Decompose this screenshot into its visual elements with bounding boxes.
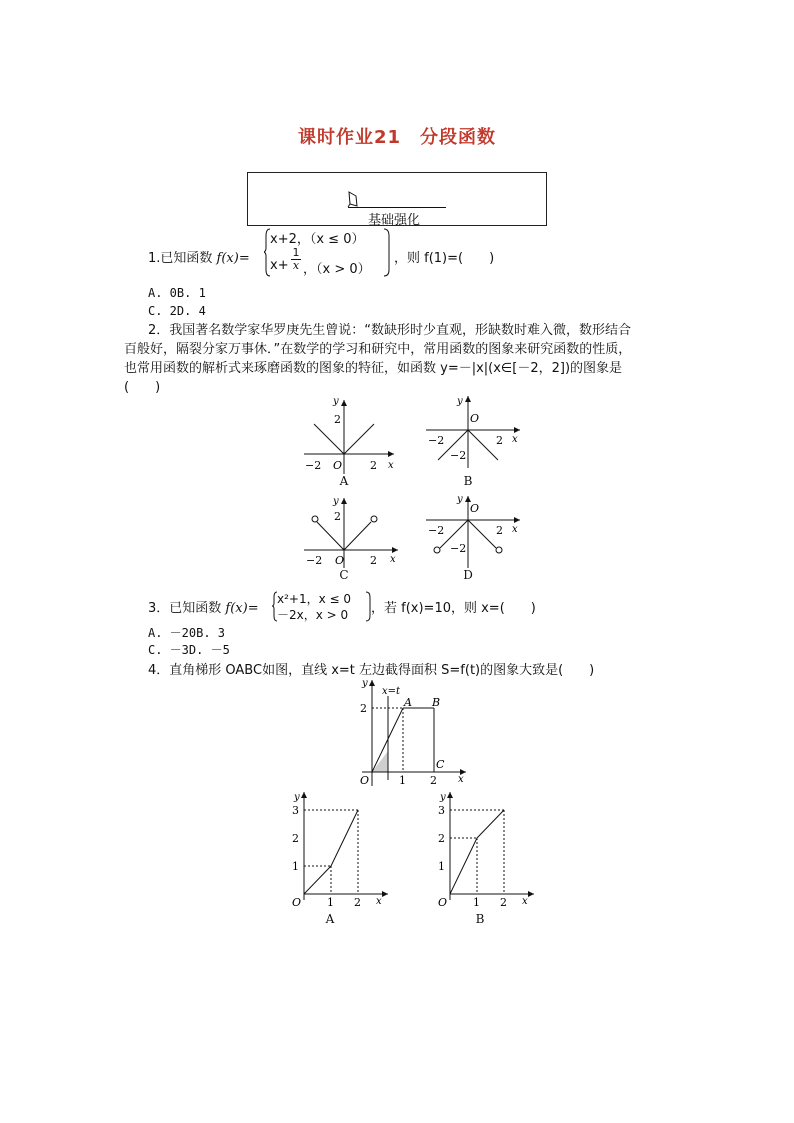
q4-graph-a-label: A — [325, 912, 335, 926]
q3-option-line-1: A. －20B. 3 — [148, 626, 226, 640]
tick-y-3: 3 — [292, 804, 299, 817]
section-banner — [247, 172, 547, 226]
tick-x-2: 2 — [500, 896, 507, 909]
tick-2-x: 2 — [370, 459, 377, 472]
q4-text: 4．直角梯形 OABC如图，直线 x=t 左边截得面积 S=f(t)的图象大致是( ) — [148, 663, 595, 678]
q2-graph-c-label: C — [339, 568, 349, 582]
q2-line-4: ( ) — [124, 380, 161, 395]
origin-label: O — [360, 774, 370, 787]
tick-x-1: 1 — [399, 774, 406, 787]
q2-graph-b — [420, 392, 530, 472]
tick-neg-2: −2 — [306, 554, 323, 567]
tick-y-2: 2 — [292, 832, 299, 845]
axis-x-label: x — [390, 554, 396, 565]
tick-2: 2 — [496, 524, 503, 537]
q3-case-2: －2x，x > 0 — [277, 608, 349, 622]
axis-y-label: y — [440, 792, 446, 803]
tick-y-1: 1 — [292, 860, 299, 873]
origin-label: O — [438, 896, 448, 909]
q2-graph-d-label: D — [463, 568, 473, 582]
origin-label: O — [292, 896, 302, 909]
q3-case-1: x²+1，x ≤ 0 — [277, 592, 352, 606]
q1-suffix: ，则 f(1)=( ) — [394, 251, 495, 266]
tick-2: 2 — [334, 413, 341, 426]
q1-case-2: x+ — [270, 258, 289, 273]
origin-label: O — [333, 459, 343, 472]
tick-neg-2: −2 — [428, 434, 445, 447]
tick-y-3: 3 — [438, 804, 445, 817]
page-title: 课时作业21 分段函数 — [297, 127, 497, 148]
origin-label: O — [470, 412, 480, 425]
q1-case-1: x+2，（x ≤ 0） — [270, 232, 365, 247]
axis-y-label: y — [333, 496, 339, 507]
line-x-eq-t-label: x=t — [382, 686, 401, 697]
q2-graph-a-label: A — [339, 474, 349, 488]
q3-option-line-2: C. －3D. －5 — [148, 643, 230, 657]
axis-x-label: x — [512, 524, 518, 535]
pencil-icon — [346, 190, 360, 208]
axis-x-label: x — [512, 434, 518, 445]
tick-neg-2: −2 — [428, 524, 445, 537]
q1-case-2-cond: ，（x > 0） — [303, 262, 371, 277]
q2-graph-d — [420, 494, 530, 570]
tick-x-2: 2 — [354, 896, 361, 909]
q3-prefix: 3．已知函数 f(x)= — [148, 601, 259, 616]
q1-option-line-1: A. 0B. 1 — [148, 286, 206, 300]
axis-y-label: y — [294, 792, 300, 803]
q1-frac: 1 x — [292, 246, 300, 272]
tick-2: 2 — [334, 510, 341, 523]
origin-label: O — [470, 502, 480, 515]
axis-y-label: y — [333, 396, 339, 407]
tick-neg-2: −2 — [305, 459, 322, 472]
axis-y-label: y — [457, 396, 463, 407]
q4-graph-a — [284, 790, 394, 910]
q4-graph-b-label: B — [475, 912, 485, 926]
tick-x-1: 1 — [327, 896, 334, 909]
q2-graph-b-label: B — [463, 474, 473, 488]
tick-y-2: 2 — [360, 702, 367, 715]
origin-label: O — [335, 554, 345, 567]
q2-graph-a — [298, 396, 408, 476]
banner-label: 基础强化 — [368, 213, 421, 228]
tick-x-2: 2 — [430, 774, 437, 787]
q4-graph-b — [430, 790, 540, 910]
q2-line-3: 也常用函数的解析式来琢磨函数的图象的特征，如函数 y=－|x|(x∈[－2，2])的图象是 — [124, 361, 623, 376]
tick-neg-2-y: −2 — [450, 542, 467, 555]
tick-y-2: 2 — [438, 832, 445, 845]
q1-option-line-2: C. 2D. 4 — [148, 304, 206, 318]
axis-x-label: x — [388, 460, 394, 471]
banner-underline — [348, 207, 446, 208]
axis-x-label: x — [522, 896, 528, 907]
tick-y-1: 1 — [438, 860, 445, 873]
q4-trapezoid-figure — [354, 676, 470, 788]
tick-x-1: 1 — [473, 896, 480, 909]
point-c-label: C — [436, 758, 445, 771]
axis-x-label: x — [376, 896, 382, 907]
tick-2-x: 2 — [370, 554, 377, 567]
q2-graph-c — [298, 494, 408, 570]
tick-2: 2 — [496, 434, 503, 447]
q1-prefix: 1.已知函数 f(x)= — [148, 251, 250, 266]
tick-neg-2-y: −2 — [450, 449, 467, 462]
axis-y-label: y — [362, 678, 368, 689]
axis-y-label: y — [457, 494, 463, 505]
q2-line-1: 2．我国著名数学家华罗庚先生曾说：“数缺形时少直观，形缺数时难入微，数形结合 — [148, 323, 632, 338]
q2-line-2: 百般好，隔裂分家万事休．”在数学的学习和研究中，常用函数的图象来研究函数的性质， — [124, 342, 632, 357]
point-b-label: B — [432, 696, 441, 709]
axis-x-label: x — [458, 774, 464, 785]
point-a-label: A — [404, 696, 412, 709]
q3-suffix: ，若 f(x)=10，则 x=( ) — [371, 601, 536, 616]
